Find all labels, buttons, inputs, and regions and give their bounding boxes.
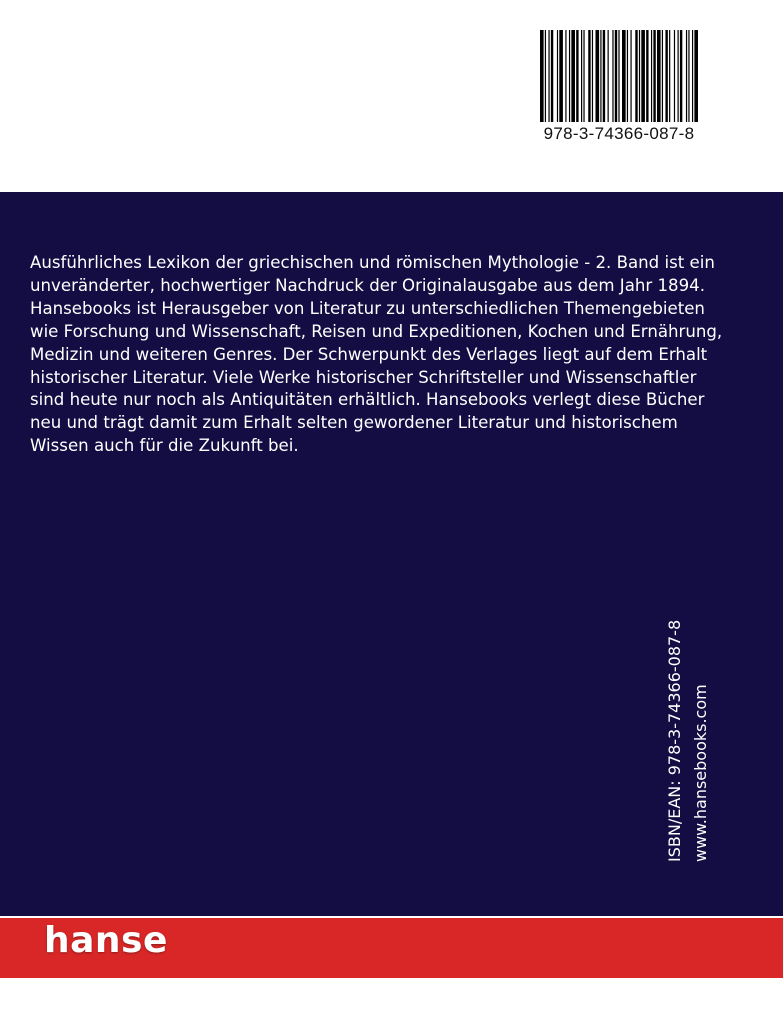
barcode-bar bbox=[641, 30, 645, 122]
barcode-bar bbox=[680, 30, 682, 122]
barcode-area bbox=[0, 0, 783, 192]
barcode-bar bbox=[662, 30, 663, 122]
barcode-bar bbox=[576, 30, 578, 122]
book-description: Ausführliches Lexikon der griechischen und römischen Mythologie - 2. Band ist ein unveränderter, hochwertiger Nachdruck der Originalausgabe aus dem Jahr 1894. Hansebooks ist Herausgeber von Literatur zu unterschiedlichen Themengebieten wie Forschung und Wissenschaft, Reisen und Expeditionen, Kochen und Ernährung, Medizin und weiteren Genres. Der Schwerpunkt des Verlages liegt auf dem Erhalt historischer Literatur. Viele Werke historischer Schriftsteller und Wissenschaftler sind heute nur noch als Antiquitäten erhältlich. Hansebooks verlegt diese Bücher neu und trägt damit zum Erhalt selten gewordener Literatur und historischem Wissen auch für die Zukunft bei. bbox=[30, 253, 723, 456]
bottom-margin bbox=[0, 978, 783, 1020]
barcode-bar bbox=[618, 30, 619, 122]
barcode-bar bbox=[571, 30, 575, 122]
barcode-bar bbox=[674, 30, 675, 122]
barcode-bar bbox=[612, 30, 613, 122]
barcode-bar bbox=[565, 30, 566, 122]
barcode-bar bbox=[630, 30, 631, 122]
barcode-bar bbox=[592, 30, 593, 122]
barcode-bar bbox=[581, 30, 582, 122]
barcode-bar bbox=[548, 30, 549, 122]
barcode-bar bbox=[557, 30, 558, 122]
barcode-bar bbox=[595, 30, 599, 122]
barcode-bar bbox=[651, 30, 652, 122]
barcode-bar bbox=[603, 30, 605, 122]
barcode-bar bbox=[669, 30, 670, 122]
barcode-bar bbox=[653, 30, 655, 122]
barcode-bar bbox=[657, 30, 661, 122]
barcode-bar bbox=[688, 30, 689, 122]
hanse-logo: hanse bbox=[44, 920, 168, 961]
barcode-bar bbox=[639, 30, 640, 122]
vertical-isbn: ISBN/EAN: 978-3-74366-087-8 bbox=[665, 619, 684, 862]
barcode-bar bbox=[665, 30, 667, 122]
barcode bbox=[540, 30, 698, 122]
barcode-bar bbox=[551, 30, 553, 122]
barcode-bar bbox=[694, 30, 698, 122]
barcode-bar bbox=[588, 30, 590, 122]
barcode-bar bbox=[608, 30, 609, 122]
vertical-website: www.hansebooks.com bbox=[691, 684, 710, 862]
barcode-bar bbox=[686, 30, 687, 122]
barcode-bar bbox=[540, 30, 544, 122]
barcode-bar bbox=[692, 30, 693, 122]
barcode-bar bbox=[635, 30, 637, 122]
barcode-bar bbox=[559, 30, 563, 122]
barcode-bar bbox=[627, 30, 628, 122]
barcode-bar bbox=[678, 30, 679, 122]
barcode-bar bbox=[569, 30, 570, 122]
barcode-isbn-text: 978-3-74366-087-8 bbox=[543, 124, 695, 143]
barcode-block bbox=[540, 30, 698, 144]
barcode-bar bbox=[622, 30, 626, 122]
barcode-bar bbox=[583, 30, 584, 122]
barcode-bar bbox=[615, 30, 617, 122]
publisher-band bbox=[0, 918, 783, 978]
barcode-bar bbox=[646, 30, 648, 122]
barcode-bar bbox=[600, 30, 601, 122]
barcode-bar bbox=[545, 30, 546, 122]
